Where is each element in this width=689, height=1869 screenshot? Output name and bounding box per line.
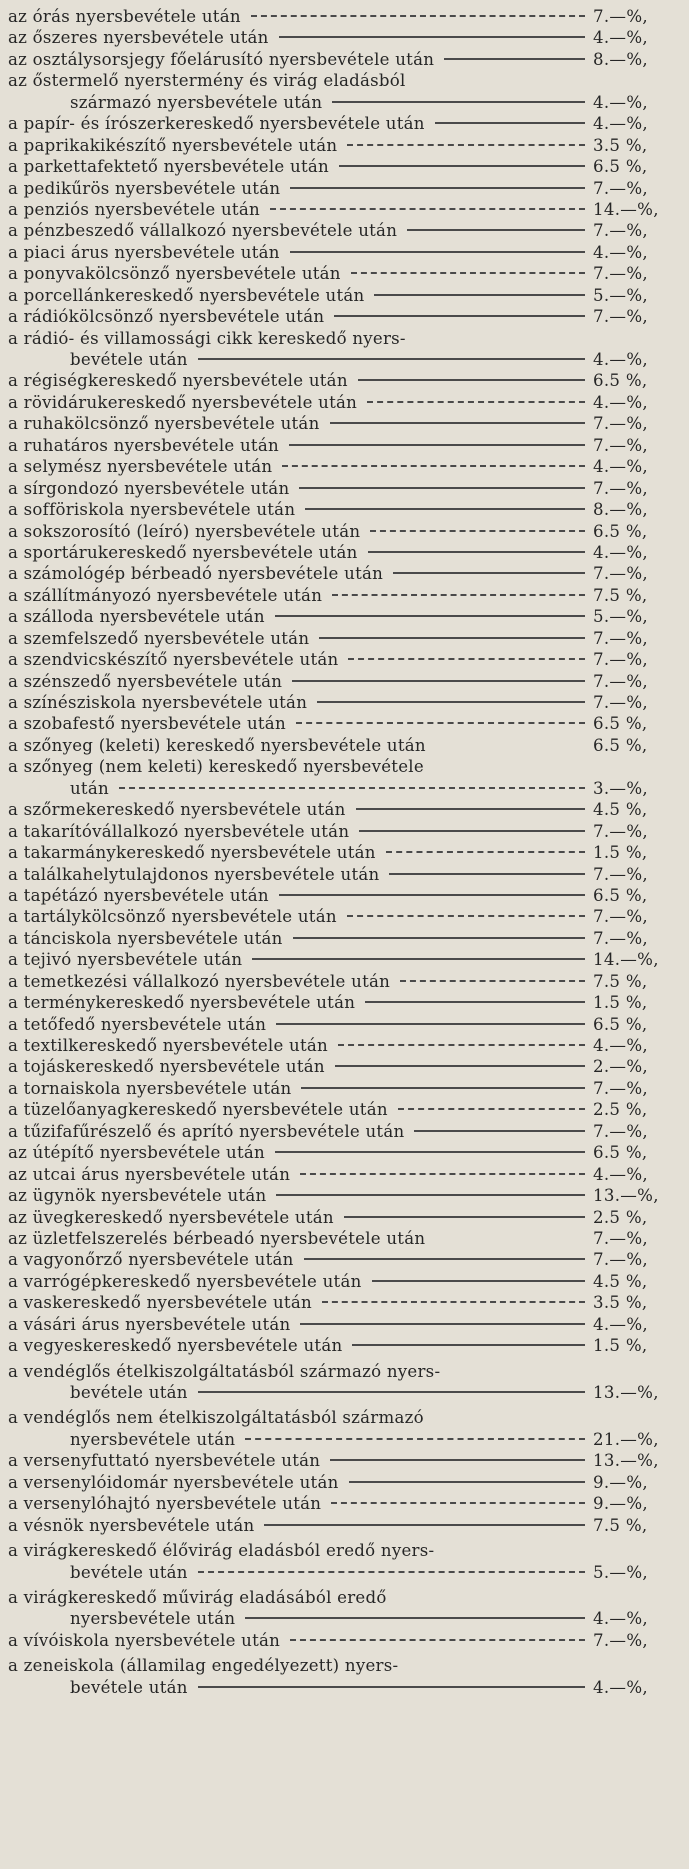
leader-dashes xyxy=(368,551,585,553)
leader-dashes xyxy=(292,680,585,682)
tax-rate-value: 6.5 %, xyxy=(593,1014,648,1034)
occupation-label: a tűzifafűrészelő és aprító nyersbevétele után xyxy=(8,1121,405,1141)
tax-rate-line xyxy=(8,1540,679,1561)
tax-rate-line xyxy=(8,906,679,927)
leader-dashes xyxy=(198,1391,585,1393)
tax-rate-value: 7.—%, xyxy=(593,671,648,691)
occupation-label: a ruhatáros nyersbevétele után xyxy=(8,435,279,455)
tax-rate-value: 1.5 %, xyxy=(593,993,648,1013)
occupation-label: a penziós nyersbevétele után xyxy=(8,199,260,219)
occupation-label: a tejivó nyersbevétele után xyxy=(8,950,243,970)
leader-dashes xyxy=(386,851,585,853)
occupation-label: a piaci árus nyersbevétele után xyxy=(8,242,280,262)
leader-dashes xyxy=(347,915,585,917)
tax-rate-line xyxy=(8,135,679,156)
tax-rate-value: 4.—%, xyxy=(593,1314,648,1334)
tax-rate-value: 2.—%, xyxy=(593,1057,648,1077)
tax-rate-line xyxy=(8,1429,679,1450)
leader-dashes xyxy=(414,1130,585,1132)
occupation-label: után xyxy=(70,778,109,798)
occupation-label: a szemfelszedő nyersbevétele után xyxy=(8,628,310,648)
tax-rate-line xyxy=(8,885,679,906)
tax-rate-value: 2.5 %, xyxy=(593,1207,648,1227)
tax-rate-value: 4.—%, xyxy=(593,1164,648,1184)
tax-rate-line xyxy=(8,220,679,241)
occupation-label: a tánciskola nyersbevétele után xyxy=(8,928,283,948)
tax-rate-line xyxy=(8,306,679,327)
tax-rate-value: 7.—%, xyxy=(593,307,648,327)
tax-rate-value: 7.—%, xyxy=(593,928,648,948)
leader-dashes xyxy=(198,1686,585,1688)
tax-rate-value: 1.5 %, xyxy=(593,843,648,863)
tax-rate-line xyxy=(8,606,679,627)
tax-rate-value: 14.—%, xyxy=(593,199,659,219)
leader-dashes xyxy=(289,444,585,446)
occupation-label: a vaskereskedő nyersbevétele után xyxy=(8,1293,312,1313)
tax-rate-line xyxy=(8,1292,679,1313)
tax-rate-line xyxy=(8,1207,679,1228)
tax-rate-line xyxy=(8,585,679,606)
occupation-label: az őstermelő nyerstermény és virág eladásból xyxy=(8,71,406,91)
leader-dashes xyxy=(339,165,585,167)
occupation-label: az útépítő nyersbevétele után xyxy=(8,1143,265,1163)
tax-rate-value: 4.—%, xyxy=(593,1609,648,1629)
leader-dashes xyxy=(331,1502,585,1504)
occupation-label: a zeneiskola (államilag engedélyezett) nyers- xyxy=(8,1656,399,1676)
tax-rate-value: 6.5 %, xyxy=(593,521,648,541)
leader-dashes xyxy=(344,1216,585,1218)
leader-dashes xyxy=(435,122,585,124)
occupation-label: a rövidárukereskedő nyersbevétele után xyxy=(8,392,358,412)
tax-rate-line xyxy=(8,242,679,263)
leader-dashes xyxy=(370,530,585,532)
leader-dashes xyxy=(198,1571,585,1573)
leader-dashes xyxy=(330,422,585,424)
tax-rate-line xyxy=(8,70,679,91)
tax-rate-line xyxy=(8,949,679,970)
tax-rate-line xyxy=(8,1314,679,1335)
occupation-label: a sokszorosító (leíró) nyersbevétele után xyxy=(8,521,361,541)
occupation-label: a paprikakikészítő nyersbevétele után xyxy=(8,135,338,155)
tax-rate-line xyxy=(8,1450,679,1471)
tax-rate-line xyxy=(8,1562,679,1583)
leader-dashes xyxy=(347,144,585,146)
tax-rate-line xyxy=(8,1249,679,1270)
tax-rate-value: 7.—%, xyxy=(593,1630,648,1650)
occupation-label: a terménykereskedő nyersbevétele után xyxy=(8,993,356,1013)
occupation-label: a versenylóidomár nyersbevétele után xyxy=(8,1472,339,1492)
occupation-label: a pedikűrös nyersbevétele után xyxy=(8,178,281,198)
occupation-label: a sportárukereskedő nyersbevétele után xyxy=(8,542,358,562)
occupation-label: a porcellánkereskedő nyersbevétele után xyxy=(8,285,365,305)
tax-rate-line xyxy=(8,1677,679,1698)
occupation-label: a varrógépkereskedő nyersbevétele után xyxy=(8,1271,362,1291)
leader-dashes xyxy=(322,1301,585,1303)
leader-dashes xyxy=(252,958,585,960)
tax-rate-value: 9.—%, xyxy=(593,1494,648,1514)
tax-rate-line xyxy=(8,1271,679,1292)
tax-rate-line xyxy=(8,821,679,842)
tax-rate-line xyxy=(8,92,679,113)
occupation-label: nyersbevétele után xyxy=(70,1429,236,1449)
occupation-label: a tetőfedő nyersbevétele után xyxy=(8,1014,267,1034)
leader-dashes xyxy=(276,1194,585,1196)
leader-dashes xyxy=(351,272,585,274)
occupation-label: bevétele után xyxy=(70,1562,188,1582)
leader-dashes xyxy=(317,701,585,703)
tax-rate-value: 7.—%, xyxy=(593,478,648,498)
tax-rate-value: 3.5 %, xyxy=(593,1293,648,1313)
tax-rate-line xyxy=(8,370,679,391)
leader-dashes xyxy=(264,1524,585,1526)
occupation-label: a sírgondozó nyersbevétele után xyxy=(8,478,290,498)
tax-rate-line xyxy=(8,328,679,349)
tax-rate-value: 4.5 %, xyxy=(593,1271,648,1291)
leader-dashes xyxy=(276,1023,585,1025)
tax-rate-line xyxy=(8,178,679,199)
leader-dashes xyxy=(332,101,585,103)
tax-rate-value: 5.—%, xyxy=(593,285,648,305)
tax-rate-line xyxy=(8,6,679,27)
leader-dashes xyxy=(300,1173,585,1175)
occupation-label: a találkahelytulajdonos nyersbevétele után xyxy=(8,864,380,884)
tax-rate-value: 7.—%, xyxy=(593,821,648,841)
occupation-label: bevétele után xyxy=(70,1383,188,1402)
tax-rate-line xyxy=(8,49,679,70)
leader-dashes xyxy=(198,358,585,360)
tax-rate-value: 7.—%, xyxy=(593,1078,648,1098)
occupation-label: a vásári árus nyersbevétele után xyxy=(8,1314,291,1334)
leader-dashes xyxy=(319,637,585,639)
tax-rate-value: 5.—%, xyxy=(593,1562,648,1582)
occupation-label: a régiségkereskedő nyersbevétele után xyxy=(8,371,348,391)
occupation-label: a szálloda nyersbevétele után xyxy=(8,607,265,627)
leader-dashes xyxy=(282,465,585,467)
tax-rate-value: 2.5 %, xyxy=(593,1100,648,1120)
tax-rate-line xyxy=(8,649,679,670)
tax-rate-value: 4.—%, xyxy=(593,392,648,412)
tax-rate-value: 8.—%, xyxy=(593,49,648,69)
occupation-label: az őszeres nyersbevétele után xyxy=(8,28,269,48)
leader-dashes xyxy=(349,1481,585,1483)
tax-rate-value: 7.—%, xyxy=(593,907,648,927)
leader-dashes xyxy=(290,187,585,189)
tax-rate-line xyxy=(8,478,679,499)
leader-dashes xyxy=(332,594,585,596)
leader-dashes xyxy=(330,1459,585,1461)
tax-rate-value: 7.—%, xyxy=(593,1228,648,1248)
tax-rate-value: 8.—%, xyxy=(593,500,648,520)
occupation-label: a ruhakölcsönző nyersbevétele után xyxy=(8,414,320,434)
tax-rate-line xyxy=(8,756,679,777)
tax-rate-value: 14.—%, xyxy=(593,950,659,970)
occupation-label: a tartálykölcsönző nyersbevétele után xyxy=(8,907,337,927)
tax-rate-value: 7.—%, xyxy=(593,864,648,884)
occupation-label: a vagyonőrző nyersbevétele után xyxy=(8,1250,294,1270)
tax-rate-value: 7.—%, xyxy=(593,435,648,455)
occupation-label: a vegyeskereskedő nyersbevétele után xyxy=(8,1336,343,1356)
occupation-label: a takarítóvállalkozó nyersbevétele után xyxy=(8,821,350,841)
occupation-label: az utcai árus nyersbevétele után xyxy=(8,1164,291,1184)
tax-rate-value: 7.5 %, xyxy=(593,1515,648,1535)
occupation-label: a sofföriskola nyersbevétele után xyxy=(8,500,296,520)
occupation-label: a takarmánykereskedő nyersbevétele után xyxy=(8,843,376,863)
leader-dashes xyxy=(300,1323,585,1325)
tax-rate-value: 7.—%, xyxy=(593,1121,648,1141)
tax-rate-value: 4.—%, xyxy=(593,350,648,369)
tax-rate-value: 7.—%, xyxy=(593,1250,648,1270)
tax-rate-line xyxy=(8,1587,679,1608)
leader-dashes xyxy=(279,36,585,38)
occupation-label: a vendéglős ételkiszolgáltatásból származó nyers- xyxy=(8,1361,441,1381)
leader-dashes xyxy=(374,294,585,296)
tax-rate-line xyxy=(8,1014,679,1035)
tax-rate-value: 6.5 %, xyxy=(593,371,648,391)
occupation-label: az osztálysorsjegy főelárusító nyersbevétele után xyxy=(8,49,435,69)
tax-rate-line xyxy=(8,1185,679,1206)
leader-dashes xyxy=(279,894,585,896)
occupation-label: a ponyvakölcsönző nyersbevétele után xyxy=(8,264,341,284)
tax-rate-value: 7.5 %, xyxy=(593,971,648,991)
tax-rate-value: 7.5 %, xyxy=(593,585,648,605)
tax-rate-value: 7.—%, xyxy=(593,7,648,26)
tax-rate-line xyxy=(8,542,679,563)
occupation-label: a szőrmekereskedő nyersbevétele után xyxy=(8,800,346,820)
tax-rate-value: 7.—%, xyxy=(593,564,648,584)
occupation-label: bevétele után xyxy=(70,1677,188,1697)
tax-rate-value: 4.—%, xyxy=(593,542,648,562)
tax-rate-value: 7.—%, xyxy=(593,693,648,712)
tax-rate-line xyxy=(8,521,679,542)
occupation-label: a vendéglős nem ételkiszolgáltatásból származó xyxy=(8,1408,424,1428)
tax-rate-value: 6.5 %, xyxy=(593,714,648,734)
tax-rate-value: 4.—%, xyxy=(593,242,648,262)
occupation-label: a vésnök nyersbevétele után xyxy=(8,1515,255,1535)
tax-rate-line xyxy=(8,864,679,885)
tax-rate-line xyxy=(8,1099,679,1120)
tax-rate-line xyxy=(8,413,679,434)
tax-rate-line xyxy=(8,778,679,799)
occupation-label: a szobafestő nyersbevétele után xyxy=(8,714,286,734)
tax-rate-line xyxy=(8,499,679,520)
leader-dashes xyxy=(334,315,585,317)
leader-dashes xyxy=(275,1151,585,1153)
occupation-label: a tüzelőanyagkereskedő nyersbevétele után xyxy=(8,1100,388,1120)
leader-dashes xyxy=(407,229,585,231)
tax-rate-line xyxy=(8,199,679,220)
leader-dashes xyxy=(352,1344,585,1346)
tax-rate-line xyxy=(8,1335,679,1356)
leader-dashes xyxy=(338,1044,585,1046)
tax-rate-value: 4.—%, xyxy=(593,1677,648,1697)
tax-rate-value: 13.—%, xyxy=(593,1186,659,1206)
tax-rate-value: 7.—%, xyxy=(593,414,648,434)
occupation-label: a színésziskola nyersbevétele után xyxy=(8,693,308,712)
leader-dashes xyxy=(372,1280,585,1282)
tax-rate-line xyxy=(8,156,679,177)
tax-rate-line xyxy=(8,263,679,284)
leader-dashes xyxy=(290,251,585,253)
leader-dashes xyxy=(251,15,585,17)
tax-rate-line xyxy=(8,392,679,413)
occupation-label: a papír- és írószerkereskedő nyersbevétele után xyxy=(8,114,425,134)
leader-dashes xyxy=(335,1065,585,1067)
leader-dashes xyxy=(293,937,585,939)
tax-rate-value: 7.—%, xyxy=(593,628,648,648)
tax-rate-line xyxy=(8,1142,679,1163)
occupation-label: a rádiókölcsönző nyersbevétele után xyxy=(8,307,325,327)
occupation-label: a vívóiskola nyersbevétele után xyxy=(8,1630,281,1650)
tax-rate-value: 6.5 %, xyxy=(593,157,648,177)
tax-rate-line xyxy=(8,1493,679,1514)
tax-rate-line xyxy=(8,671,679,692)
occupation-label: az órás nyersbevétele után xyxy=(8,7,241,26)
tax-rate-value: 4.5 %, xyxy=(593,800,648,820)
tax-rate-line xyxy=(8,1121,679,1142)
occupation-label: a versenylóhajtó nyersbevétele után xyxy=(8,1494,322,1514)
tax-rate-line xyxy=(8,27,679,48)
leader-dashes xyxy=(299,487,585,489)
tax-rate-line xyxy=(8,1035,679,1056)
leader-dashes xyxy=(119,787,585,789)
occupation-label: a pénzbeszedő vállalkozó nyersbevétele után xyxy=(8,221,398,241)
leader-dashes xyxy=(367,401,585,403)
occupation-label: a szénszedő nyersbevétele után xyxy=(8,671,283,691)
occupation-label: a versenyfuttató nyersbevétele után xyxy=(8,1451,321,1471)
tax-rate-line xyxy=(8,563,679,584)
tax-rate-value: 7.—%, xyxy=(593,650,648,670)
tax-rate-line xyxy=(8,1608,679,1629)
leader-dashes xyxy=(305,508,585,510)
tax-rate-line xyxy=(8,1472,679,1493)
tax-rate-value: 6.5 %, xyxy=(593,1143,648,1163)
tax-rate-line xyxy=(8,713,679,734)
occupation-label: a szállítmányozó nyersbevétele után xyxy=(8,585,323,605)
tax-rate-value: 6.5 %, xyxy=(593,735,648,755)
leader-dashes xyxy=(245,1438,585,1440)
tax-rate-line xyxy=(8,692,679,713)
tax-rate-line xyxy=(8,349,679,370)
leader-dashes xyxy=(365,1001,585,1003)
tax-rate-line xyxy=(8,842,679,863)
leader-dashes xyxy=(304,1258,585,1260)
occupation-label: bevétele után xyxy=(70,350,188,369)
tax-rate-value: 3.—%, xyxy=(593,778,648,798)
occupation-label: a szőnyeg (keleti) kereskedő nyersbevétele után xyxy=(8,735,426,755)
tax-rate-value: 7.—%, xyxy=(593,264,648,284)
tax-rate-value: 4.—%, xyxy=(593,114,648,134)
tax-rate-value: 4.—%, xyxy=(593,457,648,477)
occupation-label: a virágkereskedő élővirág eladásból eredő nyers- xyxy=(8,1541,435,1561)
leader-dashes xyxy=(290,1639,585,1641)
occupation-label: a rádió- és villamossági cikk kereskedő nyers- xyxy=(8,328,406,348)
leader-dashes xyxy=(296,722,585,724)
tax-rate-line xyxy=(8,1515,679,1536)
tax-rate-line xyxy=(8,456,679,477)
occupation-label: a virágkereskedő művirág eladásából eredő xyxy=(8,1587,387,1607)
tax-rate-line xyxy=(8,285,679,306)
tax-rate-line xyxy=(8,799,679,820)
occupation-label: a tornaiskola nyersbevétele után xyxy=(8,1078,292,1098)
occupation-label: a tojáskereskedő nyersbevétele után xyxy=(8,1057,325,1077)
leader-dashes xyxy=(275,615,585,617)
tax-rate-value: 4.—%, xyxy=(593,1036,648,1055)
tax-rate-line xyxy=(8,1407,679,1428)
occupation-label: a textilkereskedő nyersbevétele után xyxy=(8,1036,328,1055)
leader-dashes xyxy=(400,980,585,982)
occupation-label: a szőnyeg (nem keleti) kereskedő nyersbevétele xyxy=(8,757,424,777)
leader-dashes xyxy=(301,1087,585,1089)
tax-rate-line xyxy=(8,992,679,1013)
occupation-label: az üzletfelszerelés bérbeadó nyersbevétele után xyxy=(8,1228,426,1248)
tax-rate-line xyxy=(8,1630,679,1651)
leader-dashes xyxy=(356,808,585,810)
occupation-label: a számológép bérbeadó nyersbevétele után xyxy=(8,564,384,584)
tax-rate-value: 13.—%, xyxy=(593,1383,659,1402)
tax-rate-line xyxy=(8,1361,679,1382)
leader-dashes xyxy=(398,1108,585,1110)
tax-rate-value: 9.—%, xyxy=(593,1472,648,1492)
tax-rate-line xyxy=(8,928,679,949)
leader-dashes xyxy=(393,572,585,574)
tax-rate-value: 4.—%, xyxy=(593,28,648,48)
tax-rate-line xyxy=(8,628,679,649)
tax-rate-value: 6.5 %, xyxy=(593,885,648,905)
tax-rate-value: 21.—%, xyxy=(593,1429,659,1449)
leader-dashes xyxy=(245,1617,585,1619)
occupation-label: az üvegkereskedő nyersbevétele után xyxy=(8,1207,334,1227)
tax-rate-value: 3.5 %, xyxy=(593,135,648,155)
tax-rate-value: 7.—%, xyxy=(593,221,648,241)
tax-rate-line xyxy=(8,1382,679,1403)
leader-dashes xyxy=(389,873,585,875)
occupation-label: a selymész nyersbevétele után xyxy=(8,457,273,477)
tax-rate-line xyxy=(8,1056,679,1077)
tax-rate-line xyxy=(8,1655,679,1676)
leader-dashes xyxy=(348,658,585,660)
occupation-label: származó nyersbevétele után xyxy=(70,92,323,112)
tax-rate-value: 13.—%, xyxy=(593,1451,659,1471)
tax-rate-value: 5.—%, xyxy=(593,607,648,627)
tax-rate-line xyxy=(8,1078,679,1099)
tax-rate-value: 1.5 %, xyxy=(593,1336,648,1356)
tax-rate-line xyxy=(8,1228,679,1249)
occupation-label: a szendvicskészítő nyersbevétele után xyxy=(8,650,339,670)
occupation-label: a parkettafektető nyersbevétele után xyxy=(8,157,329,177)
leader-dashes xyxy=(358,379,585,381)
tax-rate-value: 4.—%, xyxy=(593,92,648,112)
occupation-label: a tapétázó nyersbevétele után xyxy=(8,885,269,905)
leader-dashes xyxy=(359,830,585,832)
tax-rate-line xyxy=(8,735,679,756)
leader-dashes xyxy=(444,58,585,60)
occupation-label: a temetkezési vállalkozó nyersbevétele után xyxy=(8,971,391,991)
tax-rate-line xyxy=(8,1164,679,1185)
tax-rate-line xyxy=(8,113,679,134)
occupation-label: az ügynök nyersbevétele után xyxy=(8,1186,267,1206)
tax-rate-line xyxy=(8,435,679,456)
tax-rate-value: 7.—%, xyxy=(593,178,648,198)
occupation-label: nyersbevétele után xyxy=(70,1609,236,1629)
tax-rate-line xyxy=(8,971,679,992)
leader-dashes xyxy=(270,208,585,210)
